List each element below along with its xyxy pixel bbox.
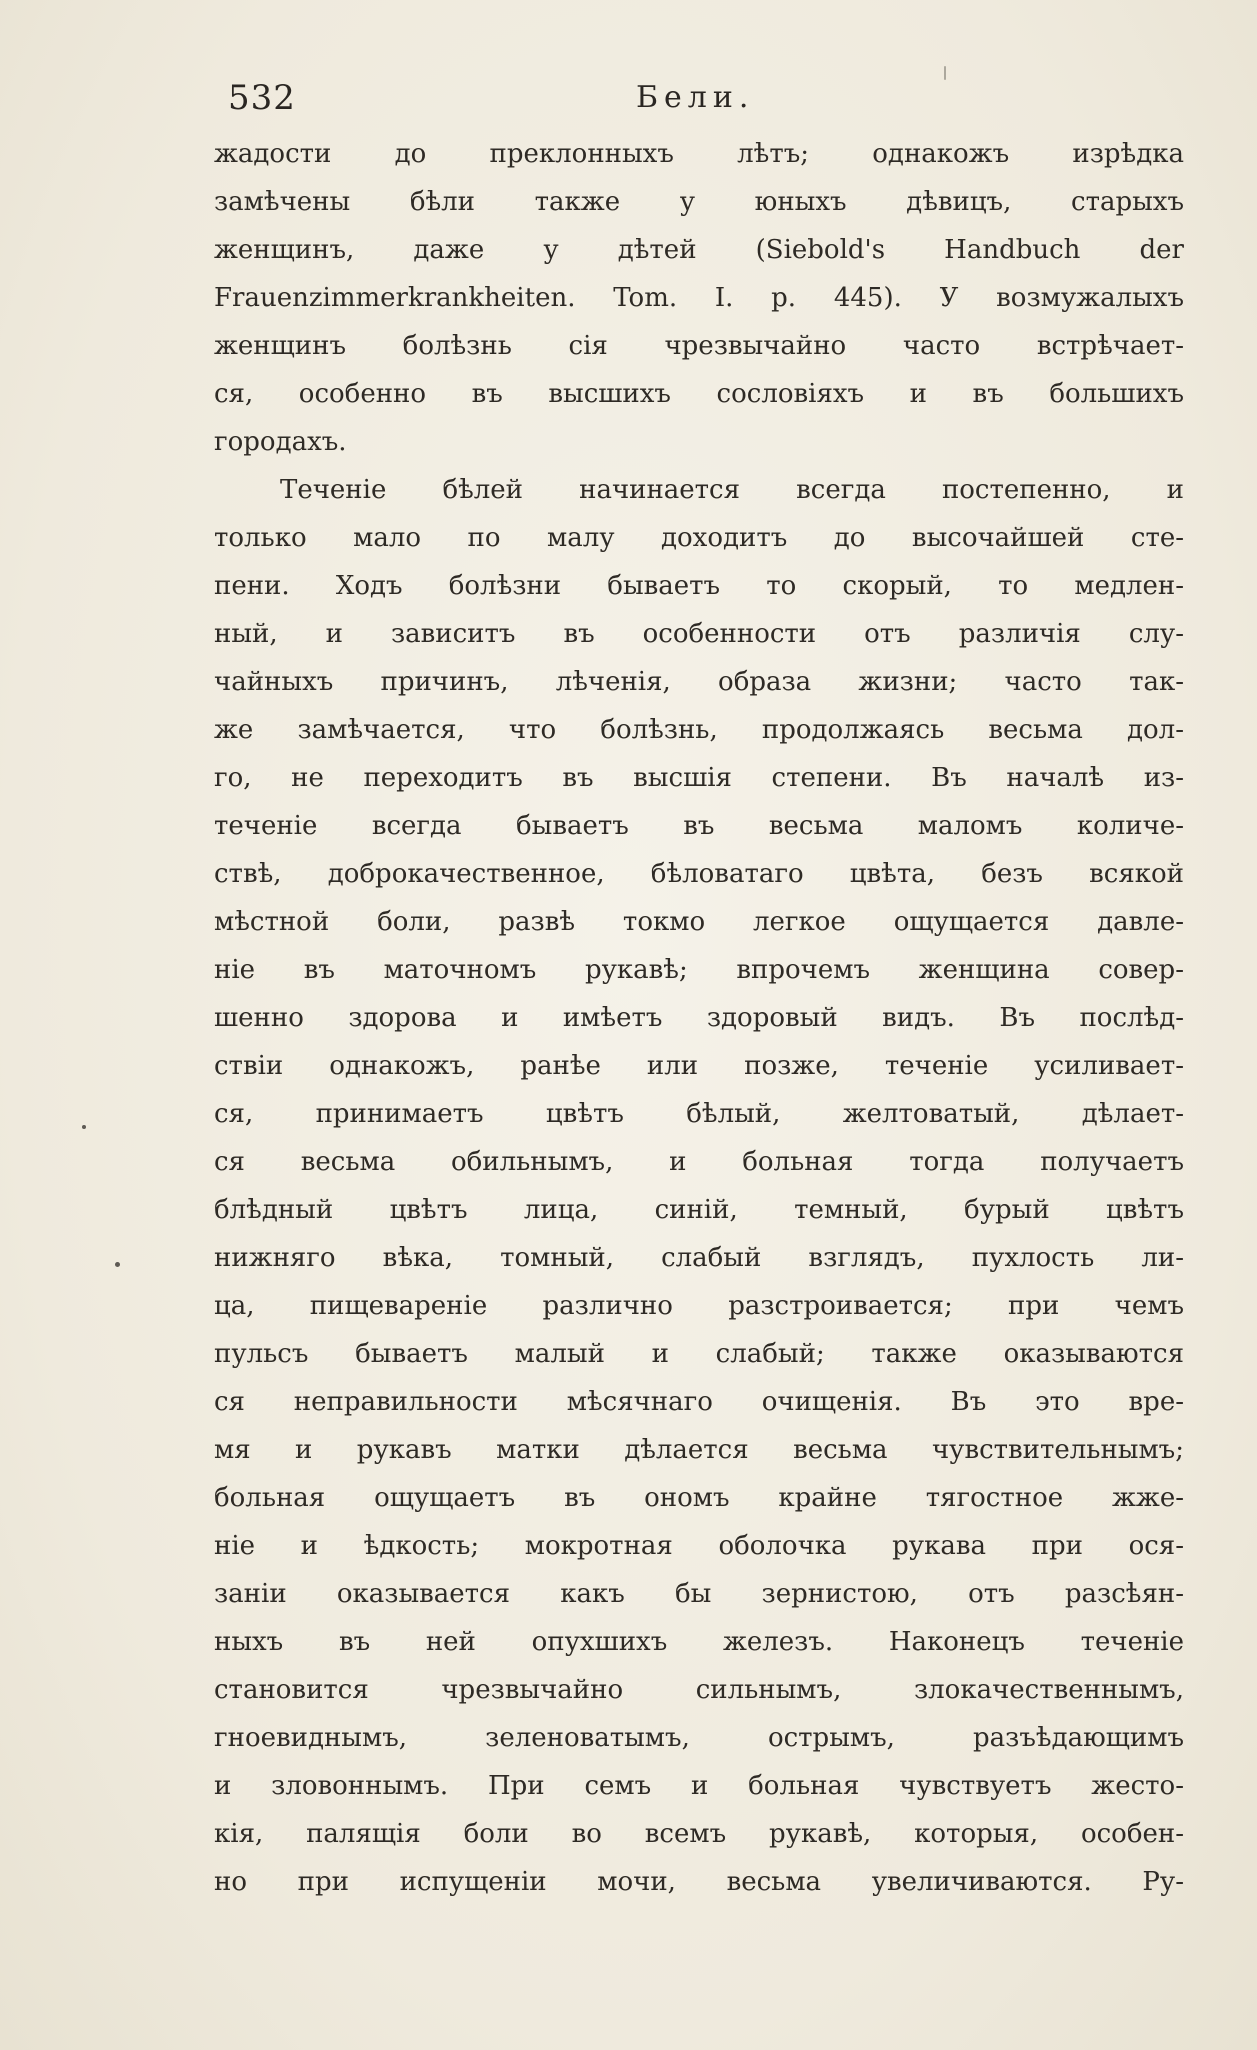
text-line: ствѣ, доброкачественное, бѣловатаго цвѣта, безъ всякой [214, 859, 1184, 889]
text-line: кія, палящія боли во всемъ рукавѣ, которыя, особен- [214, 1819, 1184, 1849]
text-line: только мало по малу доходитъ до высочайшей сте- [214, 523, 1184, 553]
text-line: ся неправильности мѣсячнаго очищенія. Въ это вре- [214, 1387, 1184, 1417]
text-line: шенно здорова и имѣетъ здоровый видъ. Въ послѣд- [214, 1003, 1184, 1033]
text-line: Теченіе бѣлей начинается всегда постепенно, и [280, 475, 1184, 505]
text-line: го, не переходитъ въ высшія степени. Въ началѣ из- [214, 763, 1184, 793]
text-line: ся, особенно въ высшихъ сословіяхъ и въ большихъ [214, 379, 1184, 409]
text-line: городахъ. [214, 427, 347, 457]
text-line: блѣдный цвѣтъ лица, синій, темный, бурый цвѣтъ [214, 1195, 1184, 1225]
text-line: ствіи однакожъ, ранѣе или позже, теченіе усиливает- [214, 1051, 1184, 1081]
text-line: теченіе всегда бываетъ въ весьма маломъ количе- [214, 811, 1184, 841]
text-line: ный, и зависитъ въ особенности отъ различія слу- [214, 619, 1184, 649]
text-line: и зловоннымъ. При семъ и больная чувствуетъ жесто- [214, 1771, 1184, 1801]
body-text [214, 130, 1184, 1906]
text-line: становится чрезвычайно сильнымъ, злокачественнымъ, [214, 1675, 1184, 1705]
ink-speck [944, 66, 946, 80]
text-line: ніе въ маточномъ рукавѣ; впрочемъ женщина совер- [214, 955, 1184, 985]
text-line: нижняго вѣка, томный, слабый взглядъ, пухлость ли- [214, 1243, 1184, 1273]
text-line: пульсъ бываетъ малый и слабый; также оказываются [214, 1339, 1184, 1369]
text-line: же замѣчается, что болѣзнь, продолжаясь весьма дол- [214, 715, 1184, 745]
text-line: мѣстной боли, развѣ токмо легкое ощущается давле- [214, 907, 1184, 937]
text-line: жадости до преклонныхъ лѣтъ; однакожъ изрѣдка [214, 139, 1184, 169]
page-number: 532 [228, 78, 296, 118]
text-line: ся, принимаетъ цвѣтъ бѣлый, желтоватый, дѣлает- [214, 1099, 1184, 1129]
text-line: заніи оказывается какъ бы зернистою, отъ разсѣян- [214, 1579, 1184, 1609]
text-line: замѣчены бѣли также у юныхъ дѣвицъ, старыхъ [214, 187, 1184, 217]
text-line: ніе и ѣдкость; мокротная оболочка рукава при ося- [214, 1531, 1184, 1561]
text-line: ца, пищевареніе различно разстроивается; при чемъ [214, 1291, 1184, 1321]
ink-speck [115, 1262, 120, 1267]
text-line: больная ощущаетъ въ ономъ крайне тягостное жже- [214, 1483, 1184, 1513]
text-line: женщинъ болѣзнь сія чрезвычайно часто встрѣчает- [214, 331, 1184, 361]
text-line: Frauenzimmerkrankheiten. Tom. I. p. 445). У возмужалыхъ [214, 283, 1184, 313]
text-line: ныхъ въ ней опухшихъ железъ. Наконецъ теченіе [214, 1627, 1184, 1657]
running-title: Бели. [636, 80, 755, 115]
text-line: но при испущеніи мочи, весьма увеличиваются. Ру- [214, 1867, 1184, 1897]
text-line: чайныхъ причинъ, лѣченія, образа жизни; часто так- [214, 667, 1184, 697]
text-line: ся весьма обильнымъ, и больная тогда получаетъ [214, 1147, 1184, 1177]
text-line: женщинъ, даже у дѣтей (Siebold's Handbuch der [214, 235, 1184, 265]
text-line: мя и рукавъ матки дѣлается весьма чувствительнымъ; [214, 1435, 1184, 1465]
text-line: пени. Ходъ болѣзни бываетъ то скорый, то медлен- [214, 571, 1184, 601]
page-header [228, 78, 1028, 122]
text-line: гноевиднымъ, зеленоватымъ, острымъ, разъѣдающимъ [214, 1723, 1184, 1753]
ink-speck [82, 1125, 86, 1129]
